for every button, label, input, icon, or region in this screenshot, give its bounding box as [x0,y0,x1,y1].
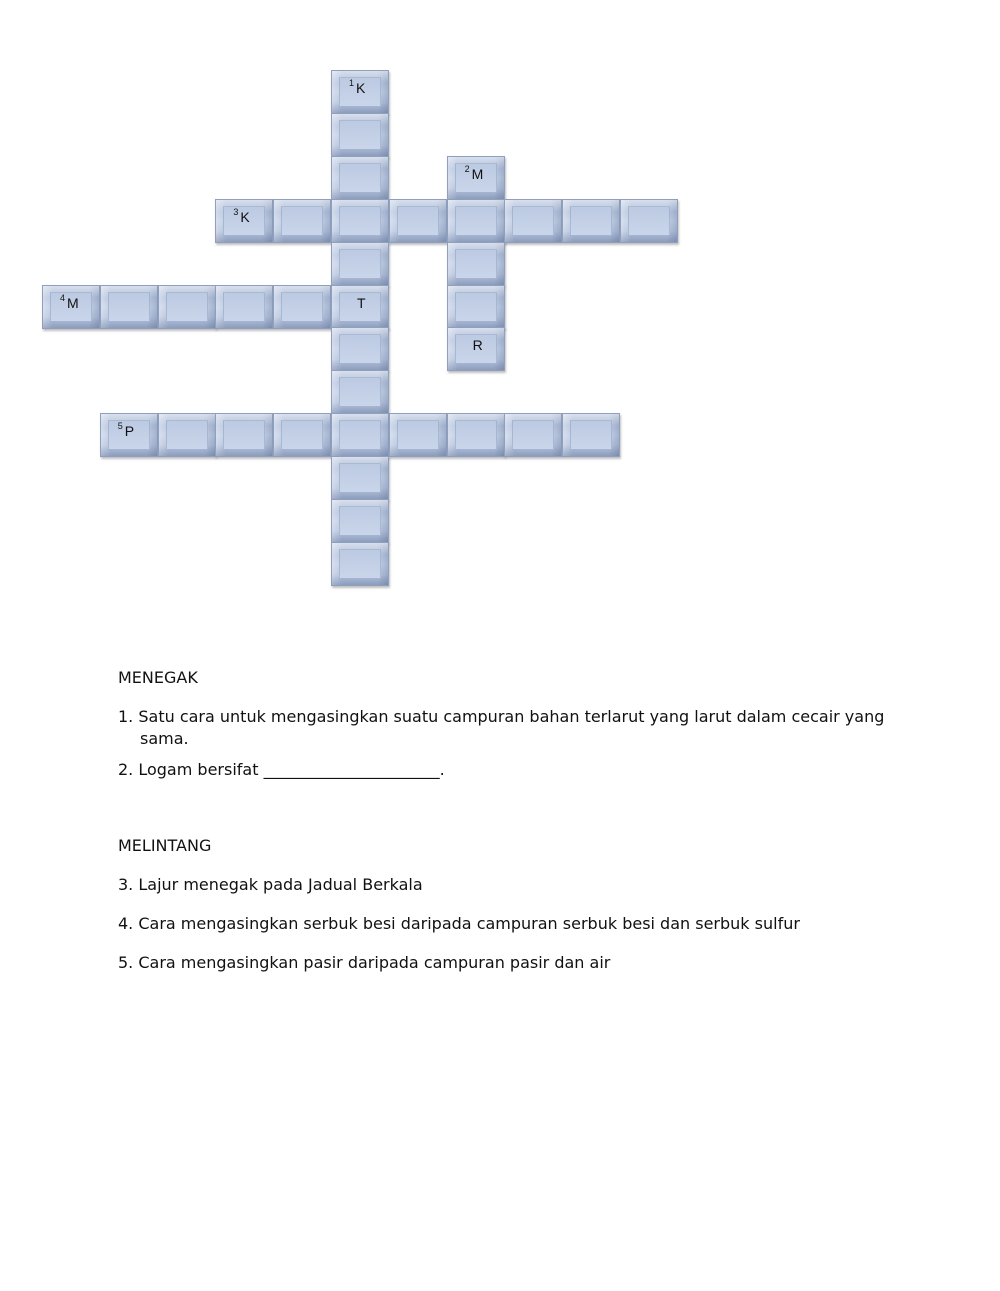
cell-letter: K [356,80,366,96]
crossword-cell[interactable] [447,199,505,243]
cell-face [166,420,208,450]
crossword-cell[interactable] [331,113,389,157]
cell-face [570,206,612,236]
crossword-cell[interactable] [504,199,562,243]
crossword-cell[interactable] [331,156,389,200]
crossword-cell[interactable] [331,370,389,414]
crossword-cell[interactable] [273,413,331,457]
crossword-cell[interactable] [215,285,273,329]
crossword-cell[interactable] [447,242,505,286]
clue-across-5: 5. Cara mengasingkan pasir daripada campuran pasir dan air [118,953,611,972]
clue-down-2: 2. Logam bersifat ______________________. [118,760,445,779]
crossword-cell[interactable] [158,285,216,329]
cell-face [397,420,439,450]
across-heading: MELINTANG [118,836,212,855]
cell-letter: P [124,423,135,440]
cell-face [339,206,381,236]
cell-letter: M [471,165,484,182]
crossword-cell[interactable] [331,285,389,329]
cell-face [455,292,497,322]
crossword-cell[interactable] [100,285,158,329]
clue-number: 5 [117,421,123,432]
cell-face [628,206,670,236]
cell-face [281,292,323,322]
cell-face [339,334,381,364]
clue-down-1 [118,706,884,750]
cell-face [339,549,381,579]
crossword-cell[interactable] [331,199,389,243]
crossword-cell[interactable] [331,413,389,457]
crossword-cell[interactable] [331,70,389,114]
crossword-grid [0,0,1000,600]
cell-face [339,463,381,493]
clue-down-1-line1: 1. Satu cara untuk mengasingkan suatu campuran bahan terlarut yang larut dalam cecair yang [118,707,885,726]
crossword-cell[interactable] [215,199,273,243]
crossword-cell[interactable] [331,456,389,500]
crossword-cell[interactable] [273,285,331,329]
cell-face [281,206,323,236]
crossword-cell[interactable] [389,199,447,243]
cell-face [455,249,497,279]
crossword-cell[interactable] [215,413,273,457]
cell-face [570,420,612,450]
clue-number: 1 [349,78,355,88]
cell-face [339,249,381,279]
cell-letter: R [472,337,483,354]
crossword-cell[interactable] [331,542,389,586]
cell-face [166,292,208,322]
clue-number: 3 [233,206,239,217]
crossword-cell[interactable] [620,199,678,243]
crossword-cell[interactable] [331,327,389,371]
clue-number: 4 [60,292,66,303]
crossword-cell[interactable] [331,242,389,286]
cell-face [223,292,265,322]
cell-face [512,206,554,236]
crossword-cell[interactable] [447,285,505,329]
cell-face [108,292,150,322]
cell-face [281,420,323,450]
cell-face [339,377,381,407]
cell-face [339,120,381,150]
cell-face [223,420,265,450]
cell-face [455,206,497,236]
crossword-cell[interactable] [562,413,620,457]
crossword-cell[interactable] [447,156,505,200]
clue-down-1-line2: sama. [140,729,189,748]
cell-face [455,420,497,450]
cell-face [339,420,381,450]
crossword-cell[interactable] [389,413,447,457]
down-heading: MENEGAK [118,668,198,687]
clue-across-4: 4. Cara mengasingkan serbuk besi daripada campuran serbuk besi dan serbuk sulfur [118,914,800,933]
cell-face [512,420,554,450]
cell-face [339,163,381,193]
cell-letter: M [67,294,79,311]
crossword-cell[interactable] [273,199,331,243]
crossword-cell[interactable] [331,499,389,543]
crossword-cell[interactable] [42,285,100,329]
clue-across-3: 3. Lajur menegak pada Jadual Berkala [118,875,423,894]
crossword-cell[interactable] [504,413,562,457]
crossword-cell[interactable] [562,199,620,243]
crossword-cell[interactable] [100,413,158,457]
crossword-cell[interactable] [158,413,216,457]
clue-number: 2 [464,163,470,174]
cell-face [339,506,381,536]
cell-letter: K [240,208,250,225]
crossword-cell[interactable] [447,413,505,457]
cell-face [397,206,439,236]
crossword-cell[interactable] [447,327,505,371]
cell-letter: T [357,294,366,311]
